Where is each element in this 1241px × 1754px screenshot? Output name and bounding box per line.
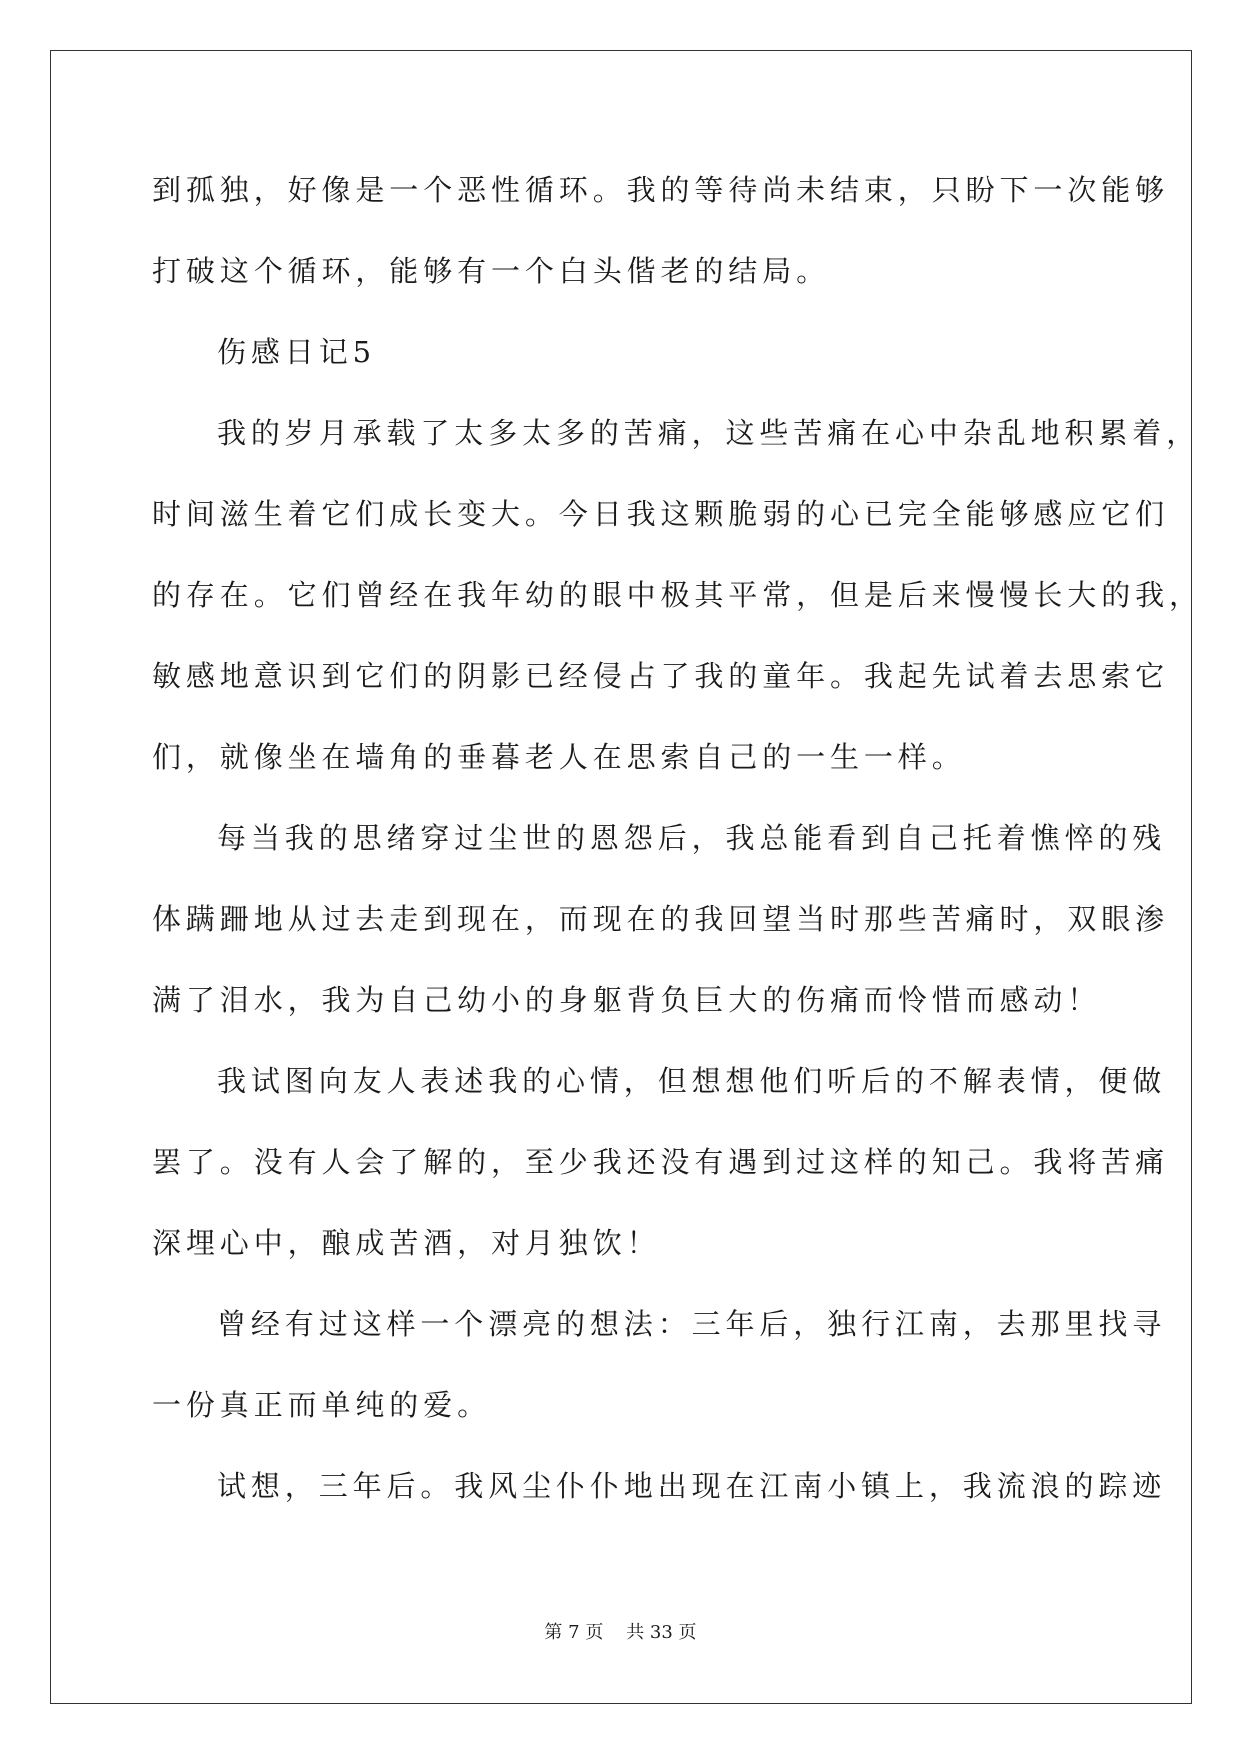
paragraph-start-line: 曾经有过这样一个漂亮的想法：三年后，独行江南，去那里找寻 <box>217 1307 1167 1341</box>
text-line: 一份真正而单纯的爱。 <box>152 1388 492 1422</box>
paragraph-start-line: 试想，三年后。我风尘仆仆地出现在江南小镇上，我流浪的踪迹 <box>217 1469 1167 1503</box>
text-line: 满了泪水，我为自己幼小的身躯背负巨大的伤痛而怜惜而感动！ <box>152 983 1102 1017</box>
paragraph-start-line: 伤感日记5 <box>217 335 376 369</box>
text-line: 体蹒跚地从过去走到现在，而现在的我回望当时那些苦痛时，双眼渗 <box>152 902 1170 936</box>
text-line: 罢了。没有人会了解的，至少我还没有遇到过这样的知己。我将苦痛 <box>152 1145 1170 1179</box>
text-line: 们，就像坐在墙角的垂暮老人在思索自己的一生一样。 <box>152 740 966 774</box>
text-line: 时间滋生着它们成长变大。今日我这颗脆弱的心已完全能够感应它们 <box>152 497 1170 531</box>
page-number-footer: 第 7 页 共 33 页 <box>544 1622 697 1643</box>
document-body <box>152 156 1203 1533</box>
text-line: 到孤独，好像是一个恶性循环。我的等待尚未结束，只盼下一次能够 <box>152 173 1170 207</box>
text-line: 的存在。它们曾经在我年幼的眼中极其平常，但是后来慢慢长大的我， <box>152 578 1203 612</box>
paragraph-start-line: 我的岁月承载了太多太多的苦痛，这些苦痛在心中杂乱地积累着， <box>217 416 1201 450</box>
text-line: 打破这个循环，能够有一个白头偕老的结局。 <box>152 254 831 288</box>
text-line: 敏感地意识到它们的阴影已经侵占了我的童年。我起先试着去思索它 <box>152 659 1170 693</box>
text-line: 深埋心中，酿成苦酒，对月独饮！ <box>152 1226 661 1260</box>
paragraph-start-line: 每当我的思绪穿过尘世的恩怨后，我总能看到自己托着憔悴的残 <box>217 821 1167 855</box>
paragraph-start-line: 我试图向友人表述我的心情，但想想他们听后的不解表情，便做 <box>217 1064 1167 1098</box>
